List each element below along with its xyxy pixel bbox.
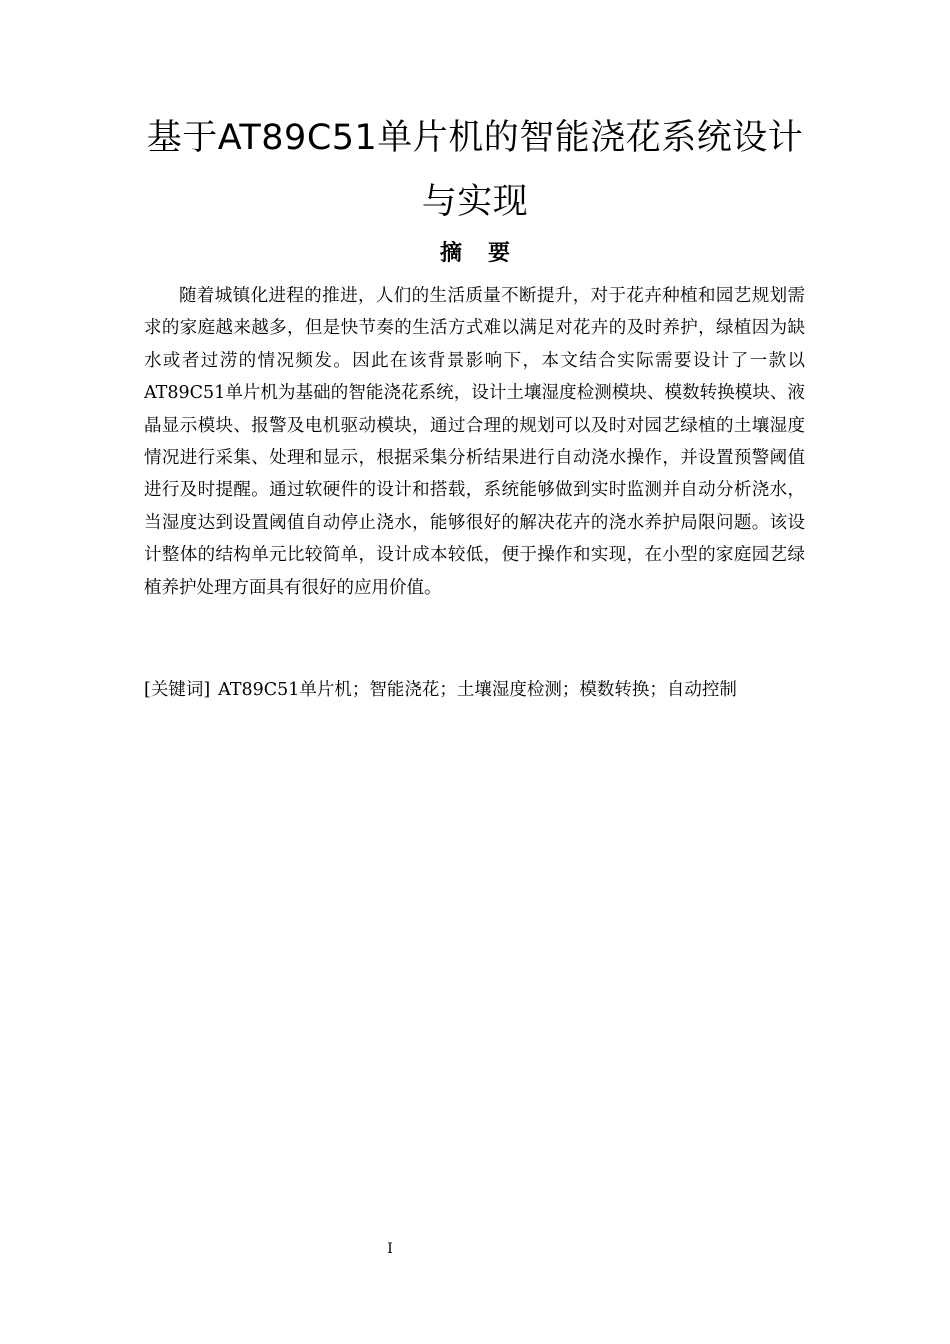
abstract-heading: 摘要 — [439, 241, 536, 266]
page-number: I — [387, 1241, 393, 1257]
document-title-line-1: 基于AT89C51单片机的智能浇花系统设计 — [146, 118, 804, 158]
keywords-label: [关键词] — [144, 680, 211, 700]
keywords-line — [144, 676, 824, 704]
abstract-paragraph: 随着城镇化进程的推进，人们的生活质量不断提升，对于花卉种植和园艺规划需求的家庭越来越多，但是快节奏的生活方式难以满足对花卉的及时养护，绿植因为缺水或者过涝的情况频发。因此在该背景影响下，本文结合实际需要设计了一款以AT89C51单片机为基础的智能浇花系统，设计土壤湿度检测模块、模数转换模块、液晶显示模块、报警及电机驱动模块，通过合理的规划可以及时对园艺绿植的土壤湿度情况进行采集、处理和显示，根据采集分析结果进行自动浇水操作，并设置预警阈值进行及时提醒。通过软硬件的设计和搭载，系统能够做到实时监测并自动分析浇水，当湿度达到设置阈值自动停止浇水，能够很好的解决花卉的浇水养护局限问题。该设计整体的结构单元比较简单，设计成本较低，便于操作和实现，在小型的家庭园艺绿植养护处理方面具有很好的应用价值。 — [144, 286, 805, 598]
document-title-line-2: 与实现 — [421, 182, 529, 222]
keywords-text: AT89C51单片机；智能浇花；土壤湿度检测；模数转换；自动控制 — [218, 680, 737, 700]
